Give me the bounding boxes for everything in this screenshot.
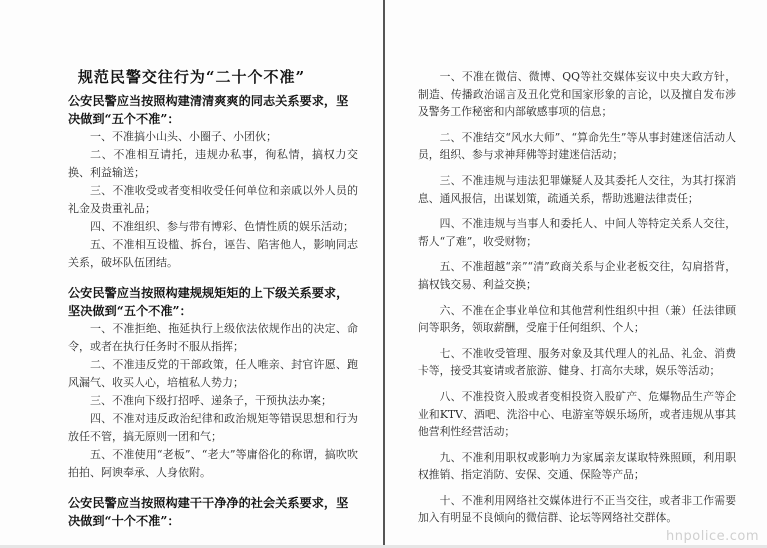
left-column: [68, 92, 358, 530]
rule-item: 一、不准在微信、微博、QQ等社交媒体妄议中央大政方针，制造、传播政治谣言及丑化党和国家形象的言论，以及擅自发布涉及警务工作秘密和内部敏感事项的信息；: [418, 70, 736, 119]
rule-item: 四、不准对违反政治纪律和政治规矩等错误思想和行为放任不管，搞无原则一团和气；: [68, 412, 358, 443]
watermark: hnpolice.com: [666, 529, 759, 544]
rule-item: 十、不准利用网络社交媒体进行不正当交往，或者非工作需要加入有明显不良倾向的微信群、论坛等网络社交群体。: [418, 493, 736, 525]
rule-item: 六、不准在企事业单位和其他营利性组织中担（兼）任法律顾问等职务，领取薪酬，受雇于任何组织、个人；: [418, 303, 736, 335]
rule-item: 三、不准收受或者变相收受任何单位和亲戚以外人员的礼金及贵重礼品；: [68, 184, 358, 215]
document-title: 规范民警交往行为“二十个不准”: [77, 68, 306, 86]
section-heading-3: 公安民警应当按照构建干干净净的社会关系要求，坚决做到“十个不准”：: [68, 496, 349, 528]
rule-item: 五、不准相互设槛、拆台，诬告、陷害他人，影响同志关系，破坏队伍团结。: [68, 238, 358, 269]
right-column: [418, 68, 736, 535]
rule-item: 二、不准违反党的干部政策，任人唯亲、封官许愿、跑风漏气、收买人心，培植私人势力；: [68, 358, 358, 389]
rule-item: 八、不准投资入股或者变相投资入股矿产、危爆物品生产等企业和KTV、酒吧、洗浴中心、电游室等娱乐场所，或者违规从事其他营利性经营活动；: [418, 389, 736, 439]
rule-item: 一、不准搞小山头、小圈子、小团伙；: [90, 130, 277, 143]
rule-item: 四、不准组织、参与带有博彩、色情性质的娱乐活动；: [90, 220, 354, 233]
rule-item: 五、不准超越“亲”“清”政商关系与企业老板交往，勾肩搭背，搞权钱交易、利益交换；: [418, 260, 736, 291]
rule-item: 七、不准收受管理、服务对象及其代理人的礼品、礼金、消费卡等，接受其宴请或者旅游、健身、打高尔夫球，娱乐等活动；: [418, 346, 736, 378]
rule-item: 三、不准向下级打招呼、递条子，干预执法办案；: [90, 394, 332, 407]
rule-item: 三、不准违规与违法犯罪嫌疑人及其委托人交往，为其打探消息、通风报信，出谋划策，疏通关系，帮助逃避法律责任；: [418, 173, 736, 205]
rule-item: 一、不准拒绝、拖延执行上级依法依规作出的决定、命令，或者在执行任务时不服从指挥；: [68, 322, 358, 353]
rule-item: 五、不准使用“老板”、“老大”等庸俗化的称谓，搞吹吹拍拍、阿谀奉承、人身依附。: [68, 448, 358, 479]
section-heading-1: 公安民警应当按照构建清清爽爽的同志关系要求，坚决做到“五个不准”：: [68, 94, 349, 126]
rule-item: 二、不准结交“风水大师”、“算命先生”等从事封建迷信活动人员，组织、参与求神拜佛等封建迷信活动；: [418, 130, 736, 162]
section-heading-2: 公安民警应当按照构建规规矩矩的上下级关系要求，坚决做到“五个不准”：: [68, 286, 349, 318]
rule-item: 九、不准利用职权或影响力为家属亲友谋取特殊照顾，利用职权推销、指定消防、安保、交通、保险等产品；: [418, 450, 736, 482]
rule-item: 二、不准相互请托，违规办私事，徇私情，搞权力交换、利益输送；: [68, 148, 358, 179]
rule-item: 四、不准违规与当事人和委托人、中间人等特定关系人交往，帮人“了难”，收受财物；: [418, 217, 736, 248]
